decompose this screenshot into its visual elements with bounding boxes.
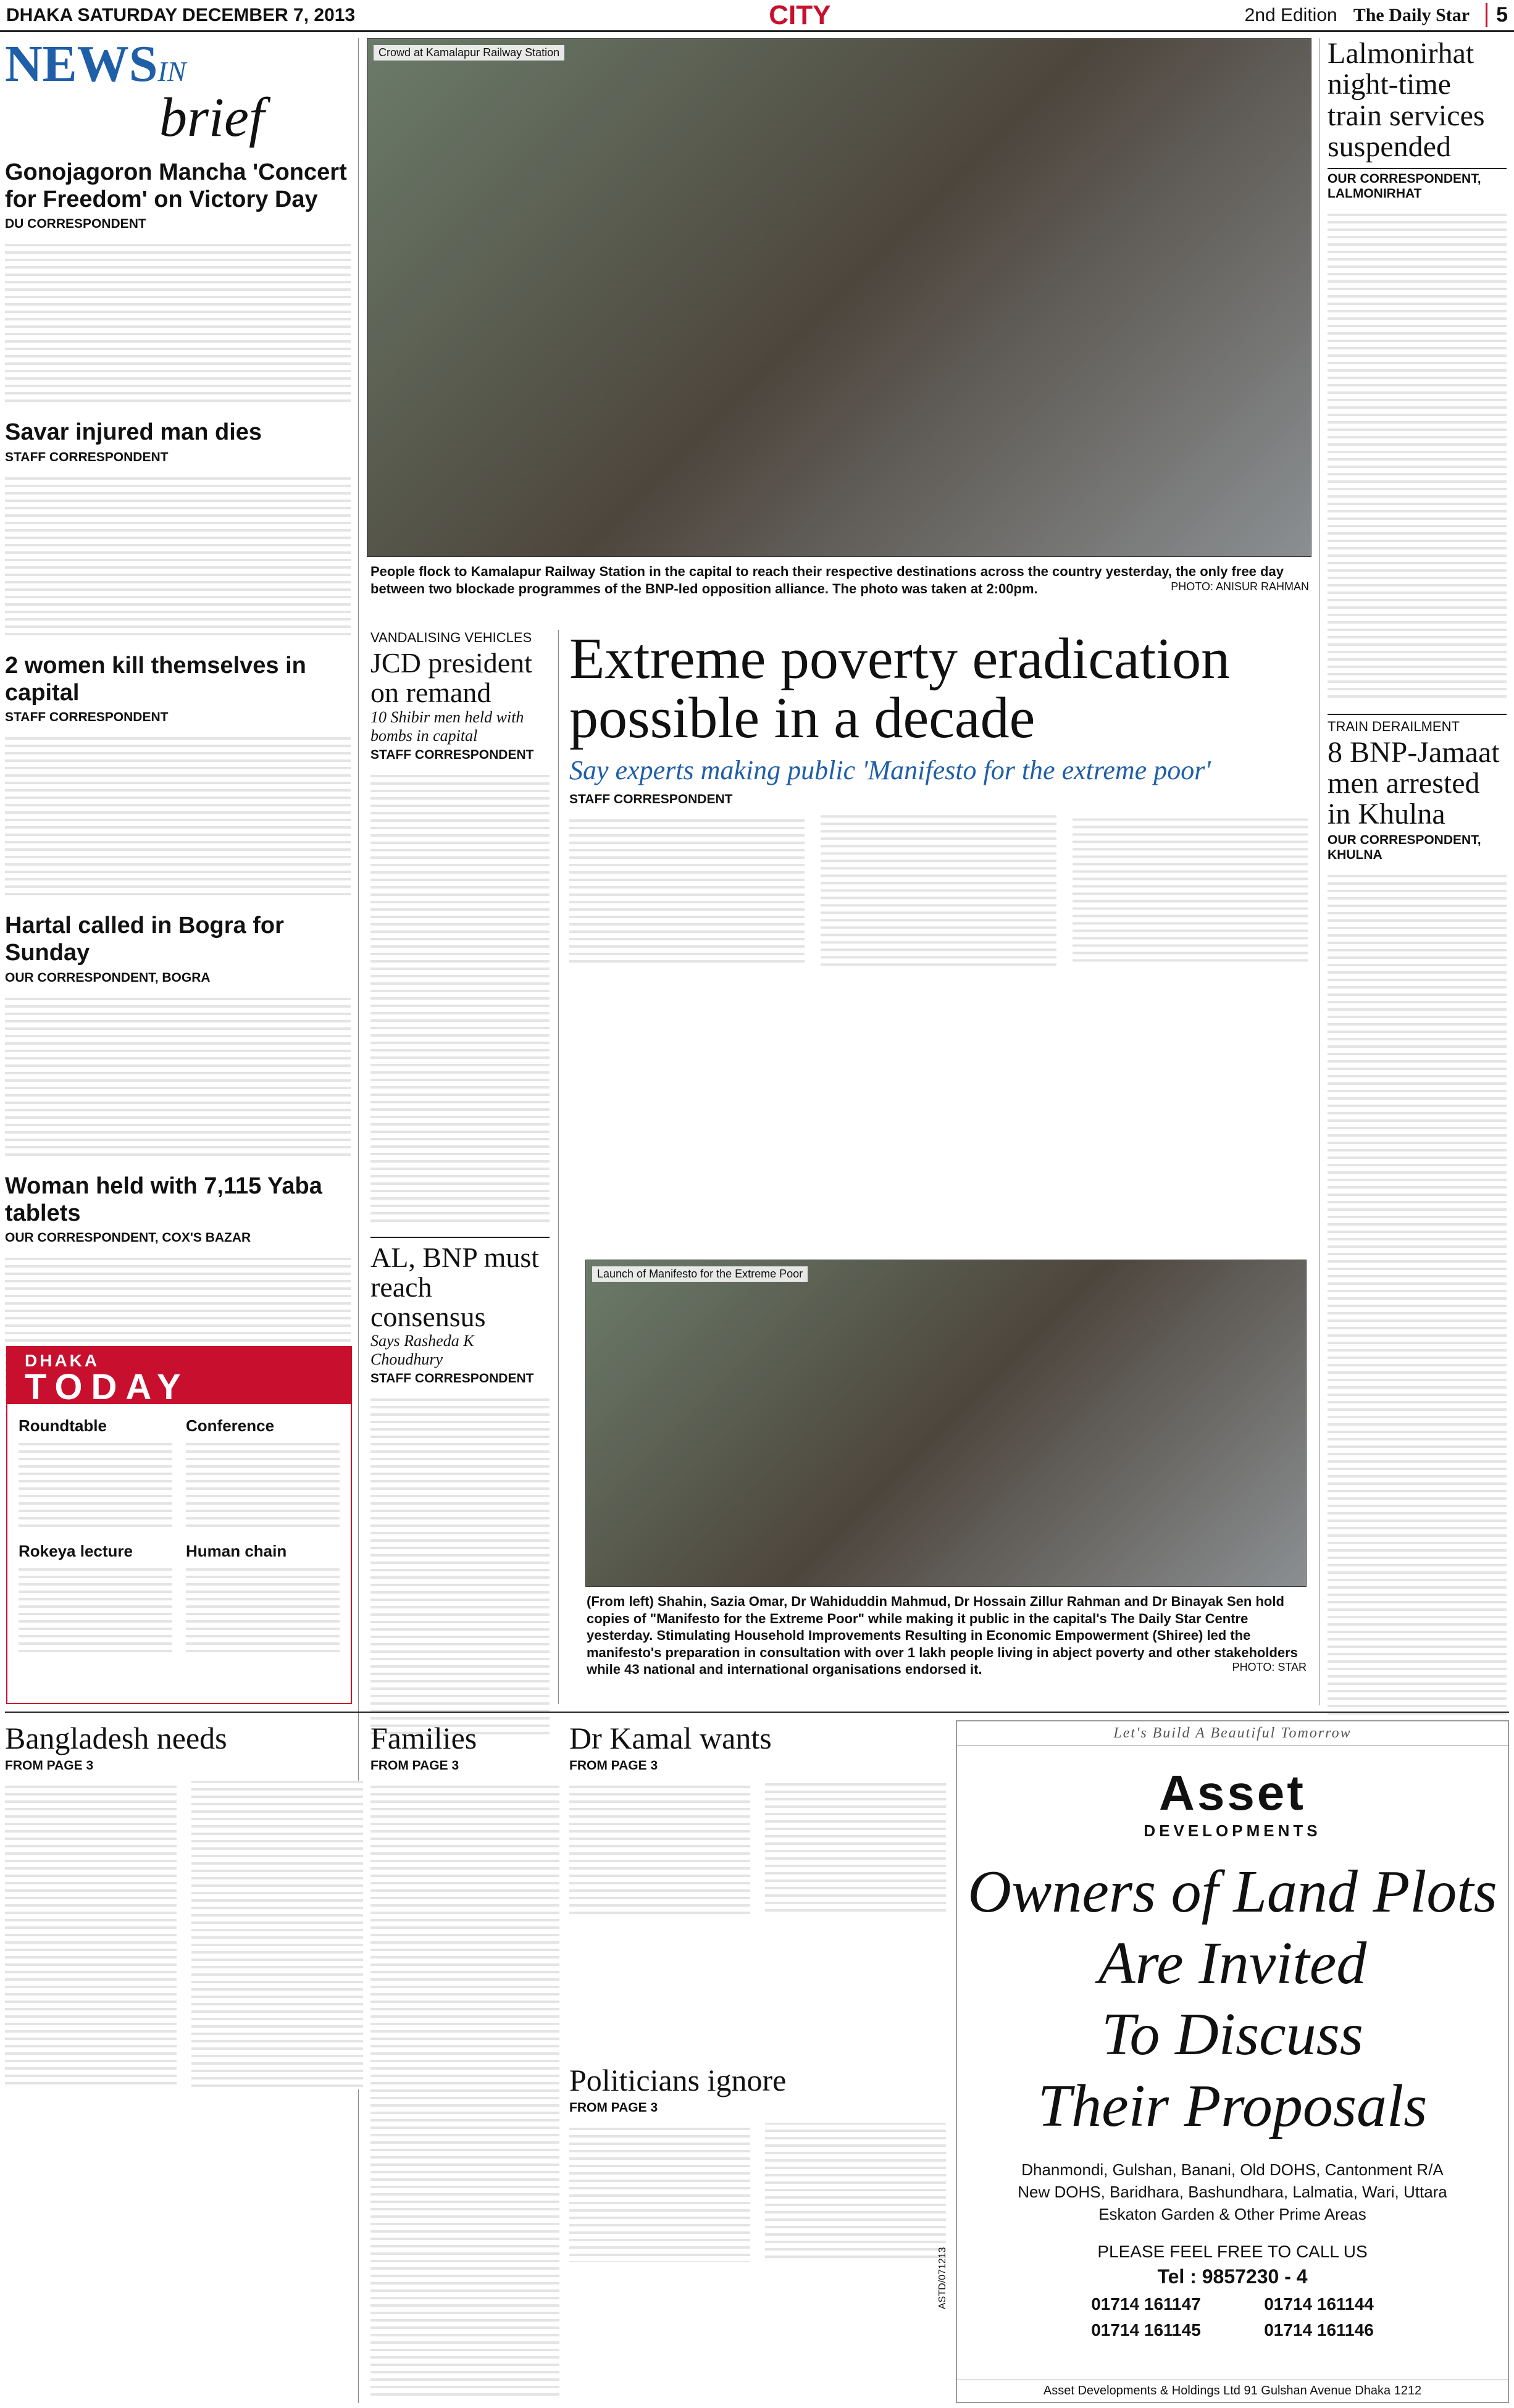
continuation-body [5,1781,363,2398]
column-rule [1319,38,1320,1705]
brief-list [5,159,351,1419]
lead-body [569,814,1308,1271]
manifesto-photo-caption: (From left) Shahin, Sazia Omar, Dr Wahiduddin Mahmud, Dr Hossain Zillur Rahman and Dr Binayak Sen hold copies of "Manifesto for the Extreme Poor" while making it public in the capital's The Daily Star Centre yesterday. Stimulating Household Improvements Resulting in Economic Empowerment (Shiree) led the manifesto's preparation in consultation with over 1 lakh people living in abject poverty and other stakeholders while 43 national and international organisations endorsed it. PHOTO: STAR [587,1594,1307,1677]
continuation-body [569,2123,946,2401]
listing [19,1536,172,1656]
brief-byline: STAFF CORRESPONDENT [5,450,169,465]
continuation-from: FROM PAGE 3 [569,2101,658,2115]
jcd-column: VANDALISING VEHICLES JCD president on remand 10 Shibir men held with bombs in capital STAFF CORRESPONDENT AL, BNP must reach consensus Says Rasheda K Choudhury STAFF CORRESPONDENT [370,630,550,1704]
brief-headline: 2 women kill themselves in capital [5,653,306,706]
continuation-headline: Families [370,1721,477,1755]
ad-mobiles [1060,2291,1405,2343]
listing [186,1536,340,1656]
pitch-line: Are Invited [1098,1929,1367,1997]
al-bnp-headline: AL, BNP must reach consensus [370,1241,540,1333]
edition-label: 2nd Edition [1244,4,1337,25]
brief-headline: Gonojagoron Mancha 'Concert for Freedom' on Victory Day [5,159,347,212]
lead-story: Extreme poverty eradication possible in a decade Say experts making public 'Manifesto for the extreme poor' STAFF CORRESPONDENT [569,630,1308,1271]
pitch-line: Owners of Land Plots [968,1858,1497,1925]
lalmonirhat-body [1328,209,1507,703]
continuation-from: FROM PAGE 3 [5,1758,94,1773]
manifesto-launch-photo: Launch of Manifesto for the Extreme Poor [585,1260,1307,1587]
listing-text [186,1563,340,1656]
listing-text [19,1563,172,1656]
brief-byline: STAFF CORRESPONDENT [5,710,169,725]
continuation-from: FROM PAGE 3 [370,1758,459,1773]
brief-headline: Woman held with 7,115 Yaba tablets [5,1173,322,1226]
brief-headline: Savar injured man dies [5,419,262,446]
dhaka-today-banner: DHAKA TODAY [7,1347,351,1404]
news-in-brief-logo: NEWSIN brief [5,35,264,148]
lead-deck: Say experts making public 'Manifesto for the extreme poor' [569,755,1211,785]
khulna-headline: 8 BNP-Jamaat men arrested in Khulna [1328,735,1500,831]
listing [186,1410,340,1531]
brief-byline: OUR CORRESPONDENT, BOGRA [5,970,211,985]
al-bnp-body [370,1394,550,1739]
continuation-headline: Dr Kamal wants [569,1721,772,1755]
brief-byline: DU CORRESPONDENT [5,217,146,232]
listing [19,1410,172,1531]
pitch-line: To Discuss [1102,2001,1363,2068]
continuation-headline: Bangladesh needs [5,1721,227,1755]
brief-body [5,239,351,406]
lead-headline: Extreme poverty eradication possible in a decade [569,627,1231,750]
right-column: Lalmonirhat night-time train services suspended OUR CORRESPONDENT, LALMONIRHAT TRAIN DERAILMENT 8 BNP-Jamaat men arrested in Khulna OUR CORRESPONDENT, KHULNA [1328,38,1507,1705]
continuation [370,1720,559,2398]
listing-title: Conference [186,1416,275,1435]
listing-title: Roundtable [19,1416,107,1435]
page-number: 5 [1486,3,1508,27]
area-line: Dhanmondi, Gulshan, Banani, Old DOHS, Cantonment R/A [1021,2160,1444,2179]
column-rule [558,630,559,1704]
listing-title: Rokeya lecture [19,1542,133,1560]
khulna-body [1328,870,1507,1747]
asset-developments-ad: Let's Build A Beautiful Tomorrow Asset DEVELOPMENTS Owners of Land Plots Are Invited To Discuss Their Proposals Dhanmondi, Gulshan, Banani, Old DOHS, Cantonment R/A New DOHS, Baridhara, Bashundhara, Lalmatia, Wari, Uttara Eskaton Garden & Other Prime Areas PLEASE FEEL FREE TO CALL US Tel : 9857230 - 4 01714 161147 01714 161144 01714 161145 01714 161146 Asset Developments & Holdings Ltd 91 Gulshan Avenue Dhaka 1212 [956,1720,1509,2403]
continuation [569,1720,946,2052]
listing-text [186,1438,340,1531]
area-line: New DOHS, Baridhara, Bashundhara, Lalmatia, Wari, Uttara [1018,2182,1447,2201]
ad-pitch [957,1857,1508,2143]
lalmonirhat-headline: Lalmonirhat night-time train services suspended [1328,37,1485,164]
brief-byline: OUR CORRESPONDENT, COX'S BAZAR [5,1231,251,1245]
station-crowd-photo: Crowd at Kamalapur Railway Station [367,38,1311,557]
mobile-number: 01714 161144 [1264,2294,1374,2314]
dhaka-today-box [6,1346,352,1704]
dhaka-today-listings [7,1404,351,1662]
continuation-headline: Politicians ignore [569,2063,787,2097]
brief-body [5,472,351,639]
continuation [569,2062,946,2401]
pitch-line: Their Proposals [1037,2072,1428,2139]
brief-body [5,993,351,1160]
listing-title: Human chain [186,1542,287,1560]
area-line: Eskaton Garden & Other Prime Areas [1098,2205,1366,2224]
continuation-body [569,1781,946,2052]
jcd-headline: JCD president on remand [370,647,532,709]
continuation-body [370,1781,559,2398]
mobile-number: 01714 161147 [1091,2294,1201,2314]
continuation-from: FROM PAGE 3 [569,1758,658,1773]
mobile-number: 01714 161146 [1264,2320,1374,2339]
ad-code: ASTD/071213 [937,2247,948,2309]
mobile-number: 01714 161145 [1091,2320,1201,2339]
ad-phone: Tel : 9857230 - 4 [1157,2265,1308,2288]
brief-headline: Hartal called in Bogra for Sunday [5,913,284,966]
listing-text [19,1438,172,1531]
masthead [0,0,1514,32]
station-photo-caption: People flock to Kamalapur Railway Station in the capital to reach their respective destinations across the country yesterday, the only free day between two blockade programmes of the BNP-led opposition alliance. The photo was taken at 2:00pm. PHOTO: ANISUR RAHMAN [370,564,1309,596]
issue-date: DHAKA SATURDAY DECEMBER 7, 2013 [6,4,356,25]
continuation [5,1720,363,2398]
section-rule [5,1712,1509,1713]
paper-name: The Daily Star [1353,4,1470,25]
asset-logo: Asset DEVELOPMENTS [1144,1765,1321,1840]
section-name: CITY [769,0,831,30]
ad-areas [957,2159,1508,2226]
brief-body [5,732,351,899]
jcd-body [370,770,550,1227]
news-in-brief-column [5,35,351,1341]
